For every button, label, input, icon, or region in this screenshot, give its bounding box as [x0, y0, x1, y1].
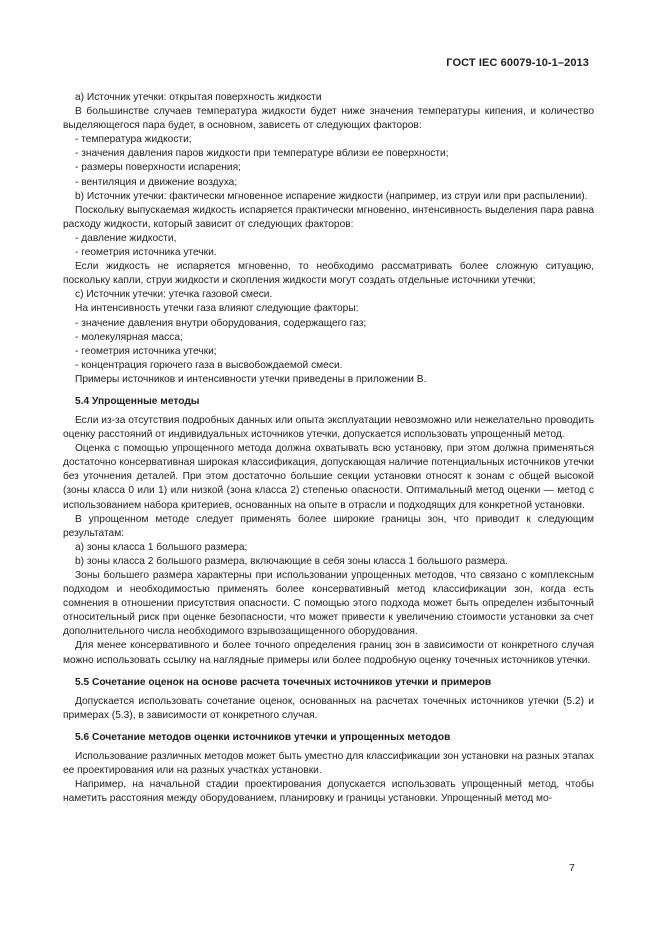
- paragraph: В большинстве случаев температура жидкости будет ниже значения температуры кипения, и количество выделяющегося пара будет, в основном, зависеть от следующих факторов:: [63, 106, 594, 132]
- paragraph: Допускается использовать сочетание оценок, основанных на расчетах точечных источников утечки (5.2) и примерах (5.3), в зависимости от конкретного случая.: [63, 695, 594, 721]
- list-item: - значения давления паров жидкости при температуре вблизи ее поверхности;: [75, 148, 449, 160]
- list-item: - молекулярная масса;: [75, 331, 183, 343]
- paragraph: Например, на начальной стадии проектирования допускается использовать упрощенный метод, чтобы наметить расстояния между оборудованием, планировку и границы установки. Упрощенный метод мо-: [63, 779, 594, 805]
- paragraph: В упрощенном методе следует применять более широкие границы зон, что приводит к следующим результатам:: [63, 513, 594, 539]
- paragraph: Зоны большего размера характерны при использовании упрощенных методов, что связано с комплексным подходом и необходимостью применять более консервативный метод классификации зон, когда есть сомнения в отношении присутствия опасности. С помощью этого подхода может быть определен избыточный относительный риск при оценке безопасности, что может привести к увеличению стоимости установки за счет дополнительного числа необходимого взрывозащищенного оборудования.: [63, 570, 594, 638]
- list-item: - вентиляция и движение воздуха;: [75, 176, 238, 188]
- body-text: [63, 91, 594, 806]
- list-item: - концентрация горючего газа в высвобождаемой смеси.: [75, 359, 343, 371]
- section-heading: 5.6 Сочетание методов оценки источников утечки и упрощенных методов: [75, 731, 451, 743]
- paragraph: Если жидкость не испаряется мгновенно, то необходимо рассматривать более сложную ситуацию, поскольку капли, струи жидкости и скопления жидкости могут создать отдельные источники утечки;: [63, 261, 594, 287]
- paragraph: а) Источник утечки: открытая поверхность жидкости: [75, 92, 322, 103]
- list-item: - геометрия источника утечки.: [75, 247, 217, 259]
- paragraph: На интенсивность утечки газа влияют следующие факторы:: [75, 303, 359, 315]
- paragraph: Поскольку выпускаемая жидкость испаряется практически мгновенно, интенсивность выделения пара равна расходу жидкости, который зависит от следующих факторов:: [63, 204, 594, 230]
- standard-header: ГОСТ IEC 60079-10-1–2013: [446, 57, 589, 69]
- paragraph: с) Источник утечки: утечка газовой смеси.: [75, 289, 273, 301]
- paragraph: b) Источник утечки: фактически мгновенное испарение жидкости (например, из струи или при распылении).: [75, 190, 588, 202]
- section-heading: 5.4 Упрощенные методы: [75, 395, 200, 407]
- list-item: - давление жидкости,: [75, 232, 177, 244]
- list-item: b) зоны класса 2 большого размера, включающие в себя зоны класса 1 большого размера.: [75, 555, 508, 567]
- list-item: - значение давления внутри оборудования, содержащего газ;: [75, 317, 367, 329]
- list-item: - геометрия источника утечки;: [75, 345, 217, 357]
- page-number: 7: [569, 862, 575, 874]
- paragraph: Примеры источников и интенсивности утечки приведены в приложении В.: [75, 373, 427, 385]
- paragraph: Использование различных методов может быть уместно для классификации зон установки на разных этапах ее проектирования или на разных участках установки.: [63, 750, 594, 776]
- paragraph: Если из-за отсутствия подробных данных или опыта эксплуатации невозможно или нежелательно проводить оценку расстояний от индивидуальных источников утечки, допускается использовать упрощенный метод.: [63, 414, 594, 441]
- paragraph: Оценка с помощью упрощенного метода должна охватывать всю установку, при этом должна применяться достаточно консервативная широкая классификация, допускающая наличие потенциальных источников утечки без уточнения деталей. При этом достаточно большие секции установки относят к зонам с общей высокой (зоны класса 0 или 1) или низкой (зона класса 2) степенью опасности. Оптимальный метод оценки — метод с использованием набора критериев, основанных на опыте в отрасли и подходящих для конкретной установки.: [63, 443, 594, 511]
- paragraph: Для менее консервативного и более точного определения границ зон в зависимости от конкретного случая можно использовать ссылку на наглядные примеры или более подробную оценку точечных источников утечки.: [63, 640, 594, 666]
- section-heading: 5.5 Сочетание оценок на основе расчета точечных источников утечки и примеров: [75, 676, 492, 688]
- list-item: - размеры поверхности испарения;: [75, 162, 241, 174]
- list-item: - температура жидкости;: [75, 134, 192, 146]
- list-item: а) зоны класса 1 большого размера;: [75, 541, 248, 553]
